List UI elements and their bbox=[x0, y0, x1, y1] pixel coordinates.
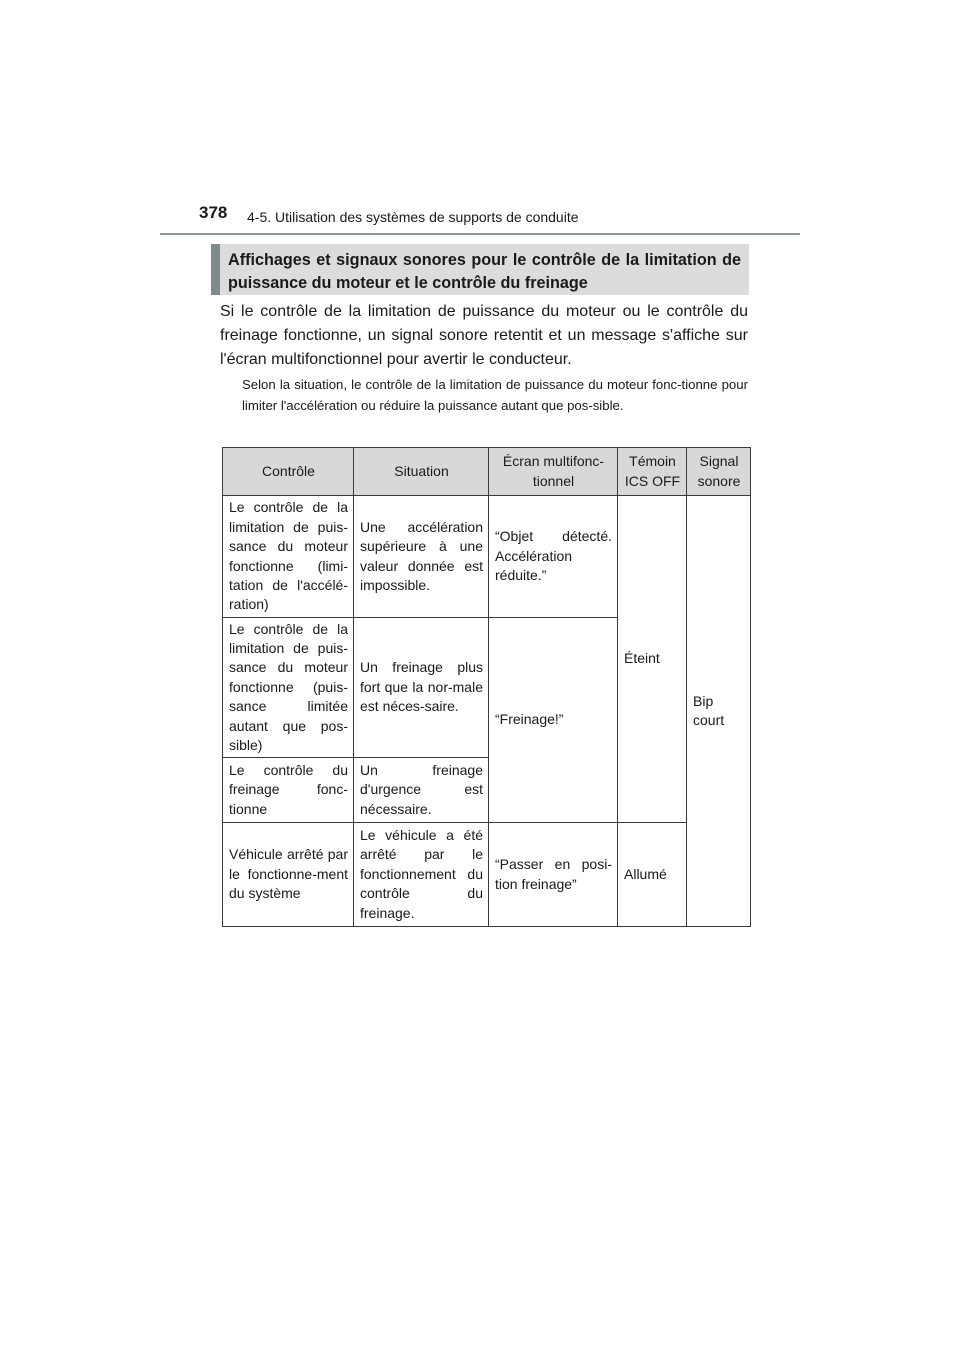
header-controle: Contrôle bbox=[223, 448, 354, 496]
table-header-row bbox=[223, 448, 751, 496]
section-heading: Affichages et signaux sonores pour le contrôle de la limitation de puissance du moteur et le contrôle du freinage bbox=[211, 244, 749, 295]
header-signal: Signal sonore bbox=[687, 448, 751, 496]
note-paragraph: Selon la situation, le contrôle de la limitation de puissance du moteur fonc-tionne pour limiter l'accélération ou réduire la puissance autant que pos-sible. bbox=[242, 377, 748, 413]
header-rule bbox=[160, 233, 800, 235]
cell-controle: Véhicule arrêté par le fonctionne-ment du système bbox=[223, 823, 354, 927]
cell-signal-bip: Bip court bbox=[687, 496, 751, 927]
cell-temoin-allume: Allumé bbox=[618, 823, 687, 927]
intro-paragraph: Si le contrôle de la limitation de puissance du moteur ou le contrôle du freinage fonctionne, un signal sonore retentit et un message s'affiche sur l'écran multifonctionnel pour avertir le conducteur. bbox=[220, 303, 748, 368]
cell-situation: Un freinage plus fort que la nor-male est néces-saire. bbox=[354, 618, 489, 758]
page-number: 378 bbox=[199, 203, 228, 222]
table-row bbox=[223, 496, 751, 618]
header-situation: Situation bbox=[354, 448, 489, 496]
cell-ecran-freinage: “Freinage!” bbox=[489, 618, 618, 823]
cell-ecran: “Objet détecté. Accélération réduite.” bbox=[489, 496, 618, 618]
cell-controle: Le contrôle de la limitation de puis-sance du moteur fonctionne (limi-tation de l'accélé-ration) bbox=[223, 496, 354, 618]
cell-ecran: “Passer en posi-tion freinage” bbox=[489, 823, 618, 927]
cell-controle: Le contrôle de la limitation de puis-sance du moteur fonctionne (puis-sance limitée autant que pos-sible) bbox=[223, 618, 354, 758]
info-table bbox=[222, 447, 751, 927]
table-row bbox=[223, 823, 751, 927]
cell-temoin-eteint: Éteint bbox=[618, 496, 687, 823]
header-ecran: Écran multifonc-tionnel bbox=[489, 448, 618, 496]
cell-controle: Le contrôle du freinage fonc-tionne bbox=[223, 758, 354, 823]
cell-situation: Le véhicule a été arrêté par le fonctionnement du contrôle du freinage. bbox=[354, 823, 489, 927]
cell-situation: Une accélération supérieure à une valeur donnée est impossible. bbox=[354, 496, 489, 618]
cell-situation: Un freinage d'urgence est nécessaire. bbox=[354, 758, 489, 823]
section-title: 4-5. Utilisation des systèmes de supports de conduite bbox=[247, 209, 579, 225]
header-temoin: Témoin ICS OFF bbox=[618, 448, 687, 496]
